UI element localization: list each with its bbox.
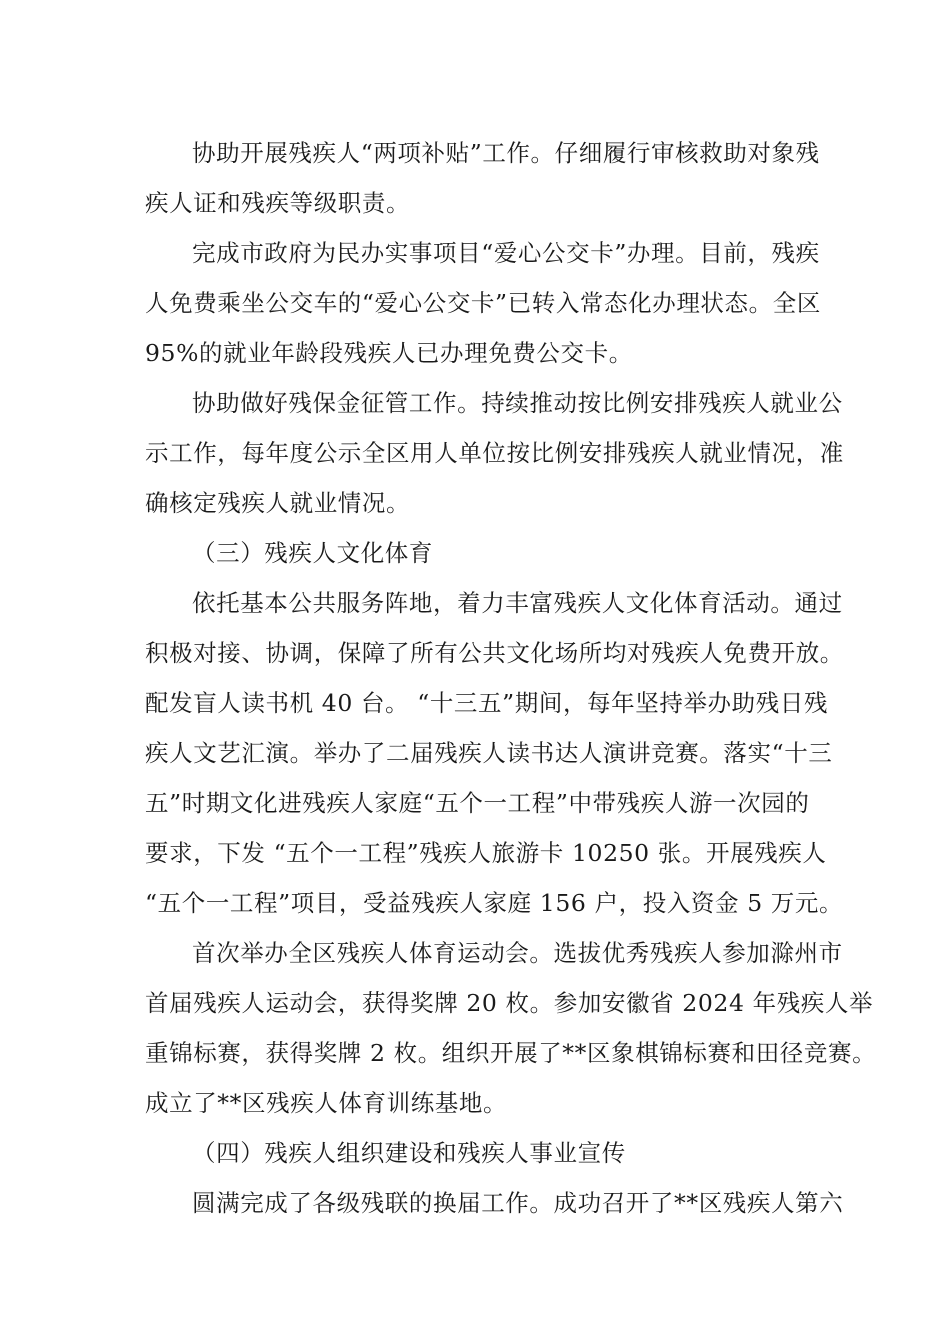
paragraph-1-line-2: 疾人证和残疾等级职责。 <box>145 189 411 217</box>
paragraph-3-line-3: 确核定残疾人就业情况。 <box>145 489 411 517</box>
section-heading-4: （四）残疾人组织建设和残疾人事业宣传 <box>192 1139 626 1167</box>
paragraph-5-line-3: 重锦标赛，获得奖牌 2 枚。组织开展了**区象棋锦标赛和田径竞赛。 <box>145 1039 877 1067</box>
paragraph-3-line-1: 协助做好残保金征管工作。持续推动按比例安排残疾人就业公 <box>192 389 843 417</box>
paragraph-4-line-1: 依托基本公共服务阵地，着力丰富残疾人文化体育活动。通过 <box>192 589 843 617</box>
paragraph-5-line-1: 首次举办全区残疾人体育运动会。选拔优秀残疾人参加滁州市 <box>192 939 843 967</box>
section-heading-3: （三）残疾人文化体育 <box>192 539 433 567</box>
paragraph-5-line-4: 成立了**区残疾人体育训练基地。 <box>145 1089 508 1117</box>
paragraph-2-line-2: 人免费乘坐公交车的“爱心公交卡”已转入常态化办理状态。全区 <box>145 289 821 317</box>
paragraph-4-line-3: 配发盲人读书机 40 台。 “十三五”期间，每年坚持举办助残日残 <box>145 689 829 717</box>
paragraph-4-line-7: “五个一工程”项目，受益残疾人家庭 156 户，投入资金 5 万元。 <box>145 889 844 917</box>
paragraph-5-line-2: 首届残疾人运动会，获得奖牌 20 枚。参加安徽省 2024 年残疾人举 <box>145 989 874 1017</box>
paragraph-4-line-4: 疾人文艺汇演。举办了二届残疾人读书达人演讲竞赛。落实“十三 <box>145 739 833 767</box>
paragraph-4-line-6: 要求，下发 “五个一工程”残疾人旅游卡 10250 张。开展残疾人 <box>145 839 827 867</box>
paragraph-3-line-2: 示工作，每年度公示全区用人单位按比例安排残疾人就业情况，准 <box>145 439 844 467</box>
paragraph-4-line-5: 五”时期文化进残疾人家庭“五个一工程”中带残疾人游一次园的 <box>145 789 810 817</box>
paragraph-4-line-2: 积极对接、协调，保障了所有公共文化场所均对残疾人免费开放。 <box>145 639 844 667</box>
paragraph-2-line-1: 完成市政府为民办实事项目“爱心公交卡”办理。目前，残疾 <box>192 239 820 267</box>
paragraph-1-line-1: 协助开展残疾人“两项补贴”工作。仔细履行审核救助对象残 <box>192 139 820 167</box>
paragraph-2-line-3: 95%的就业年龄段残疾人已办理免费公交卡。 <box>145 339 633 367</box>
paragraph-6-line-1: 圆满完成了各级残联的换届工作。成功召开了**区残疾人第六 <box>192 1189 844 1217</box>
